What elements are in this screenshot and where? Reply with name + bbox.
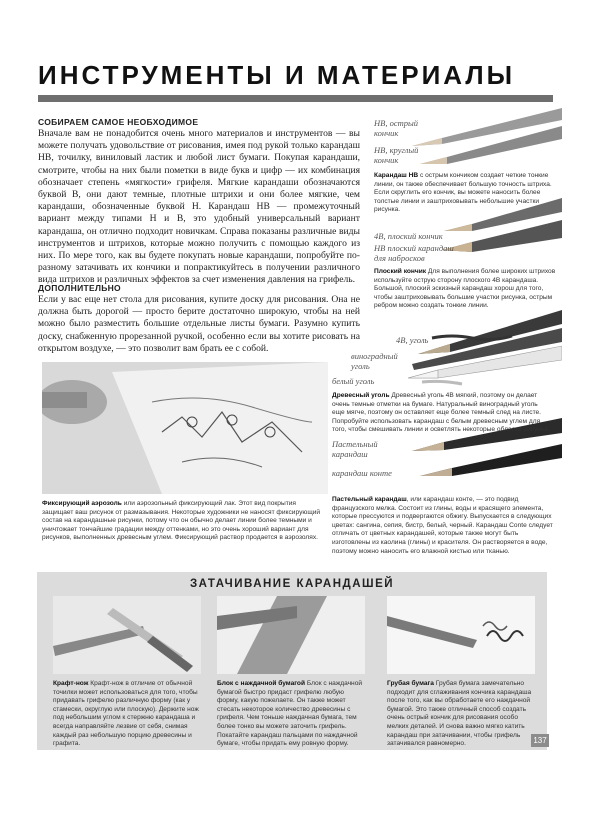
label-conte-pencil: карандаш конте: [332, 468, 392, 478]
sharpening-title: ЗАТАЧИВАНИЕ КАРАНДАШЕЙ: [189, 578, 395, 590]
label-hb-round: HB, круглый кончик: [374, 145, 419, 165]
caption-fixative: [42, 500, 328, 543]
page-title: ИНСТРУМЕНТЫ И МАТЕРИАЛЫ: [38, 60, 516, 90]
caption-craft-knife-title: Крафт-нож: [53, 680, 89, 687]
white-charcoal-stroke: [422, 381, 462, 384]
rough-paper-photo: [387, 596, 535, 674]
rough-paper-drawing: [387, 596, 535, 674]
label-white-charcoal: белый уголь: [332, 376, 375, 386]
sandpaper-photo: [217, 596, 365, 674]
sketch-drawing: [42, 362, 328, 494]
caption-flat-tip-text: Для выполнения более широких штрихов используйте острую сторону плоского 4B карандаша. Большой, плоский эскизный карандаш хорош для того, чтобы заштриховывать большие участки рисунка, острым ребром можно создать тонкие линии.: [374, 268, 556, 310]
section-heading-extras: ДОПОЛНИТЕЛЬНО: [38, 283, 121, 293]
craft-knife-drawing: [53, 596, 201, 674]
caption-sandpaper-title: Блок с наждачной бумагой: [217, 680, 306, 687]
caption-craft-knife: [53, 680, 203, 749]
caption-rough-paper-title: Грубая бумага: [387, 680, 434, 687]
caption-fixative-text: или аэрозольный фиксирующий лак. Этот вид покрытия защищает ваш рисунок от размазывания. Некоторые художники не наносят фиксирующий состав на карандашные рисунки, потому что он обычно делает линии более темными и уничтожает тончайшие градации между оттенками, но это очень хороший вариант для рисунков, выполненных древесным углем. Фиксирующий раствор продается в аэрозолях.: [42, 500, 321, 542]
caption-fixative-title: Фиксирующий аэрозоль: [42, 500, 122, 507]
caption-craft-knife-text: Крафт-нож в отличие от обычной точилки может использоваться для того, чтобы придавать грифелю различную форму (как у стамески, округлую или плоскую). Держите нож под небольшим углом к стержню карандаша и всегда направляйте лезвие от себя, снимая каждый раз небольшую порцию древесины и графита.: [53, 680, 199, 748]
label-hb-flat: HB плоский карандаш для набросков: [374, 243, 454, 263]
caption-hb-pencil-title: Карандаш HB: [374, 172, 419, 179]
craft-knife-photo: [53, 596, 201, 674]
page-number: 137: [531, 734, 549, 747]
sketch-photo: [42, 362, 328, 494]
caption-hb-pencil-text: с острым кончиком создает четкие тонкие линии, он также обеспечивает большую точность штриха. Если скруглить его кончик, вы можете наносить более толстые линии и заштриховывать небольшие участки рисунка.: [374, 172, 552, 214]
section-text-extras: Если у вас еще нет стола для рисования, купите доску для рисования. Она не должна быть дорогой — просто берите достаточно широкую, чтобы на ней можно было разместить большие отдельные листы бумаги. Разумно купить доску, снабженную прорезанной ручкой, особенно если вы хотите рисовать на открытом воздухе, — это позволит вам брать ее с собой.: [38, 294, 360, 354]
caption-charcoal: [332, 392, 552, 435]
sandpaper-drawing: [217, 596, 365, 674]
caption-rough-paper: [387, 680, 537, 749]
caption-charcoal-title: Древесный уголь: [332, 392, 390, 399]
label-4b-charcoal: 4B, уголь: [396, 335, 429, 345]
caption-rough-paper-text: Грубая бумага замечательно подходит для сглаживания кончика карандаша после того, как вы обработаете его наждачной бумагой. Это также отличный способ создать очень острый кончик для рисования особо мелких деталей. И снова важно мягко катить карандаш при затачивании, чтобы грифель затачивался равномерно.: [387, 680, 532, 748]
label-hb-sharp: HB, острый кончик: [374, 118, 418, 138]
caption-sandpaper: [217, 680, 367, 749]
title-rule: [38, 95, 553, 102]
section-text-essentials: Вначале вам не понадобится очень много материалов и инструментов — вы можете получать удовольствие от рисования, имея под рукой только карандаш HB, точилку, виниловый ластик и любой лист бумаги. Покупая карандаши, смотрите, чтобы на них были пометки в виде букв и цифр — их комбинация обозначает степень «мягкости» грифеля. Мягкие карандаши обозначаются буквой B, они дают темные, плотные штрихи и они более мягкие, чем карандаши, обозначенные буквой H. Карандаш HB — промежуточный вариант между типами H и B, это удобный универсальный вариант карандаша, он отлично подходит новичкам. Справа показаны различные виды инструментов и штрихов, которые можно получить с помощью каждого из них. По мере того, как вы будете покупать новые карандаши, попробуйте по-разному затачивать их кончики и попрактикуйтесь в получении различного вида штрихов и различных эффектов за счет изменения давления на грифель.: [38, 128, 360, 286]
caption-flat-tip-title: Плоский кончик: [374, 268, 427, 275]
caption-hb-pencil: [374, 172, 558, 215]
caption-charcoal-text: Древесный уголь 4B мягкий, поэтому он делает очень темные отметки на бумаге. Натуральный виноградный уголь еще мягче, поэтому он оставляет еще более темный след на листе. Попробуйте использовать карандаш с белым древесным углем для того, чтобы смешивать линии и осветлять некоторые области рисунка.: [332, 392, 550, 434]
label-pastel-pencil: Пастельный карандаш: [332, 439, 378, 459]
label-4b-flat: 4B, плоский кончик: [374, 231, 443, 241]
caption-flat-tip: [374, 268, 558, 311]
label-vine-charcoal: виноградный уголь: [351, 351, 398, 371]
caption-pastel-title: Пастельный карандаш: [332, 496, 407, 503]
sharpening-section: [37, 572, 547, 750]
caption-sandpaper-text: Блок с наждачной бумагой быстро придаст грифелю любую форму, какую пожелаете. Он также может стесать некоторое количество древесины с грифеля. Чем тоньше наждачная бумага, тем более тонко вы можете заточить грифель. Покатайте карандаш пальцами по наждачной бумаге, чтобы придать ему ровную форму.: [217, 680, 363, 748]
caption-pastel: [332, 496, 554, 556]
section-heading-essentials: СОБИРАЕМ САМОЕ НЕОБХОДИМОЕ: [38, 117, 199, 127]
caption-pastel-text: , или карандаш конте, — это подвид французского мелка. Состоит из глины, воды и красящего элемента, которые прессуются и подвергаются обжигу. Выпускается в следующих цветах: сангина, сепия, бистр, белый, черный. Карандаш Conte следует отличать от цветных карандашей, которые также могут быть изготовлены из каолина (глины) и красителя. Он растворяется в воде, поэтому можно наносить его влажной кистью или тканью.: [332, 496, 553, 555]
